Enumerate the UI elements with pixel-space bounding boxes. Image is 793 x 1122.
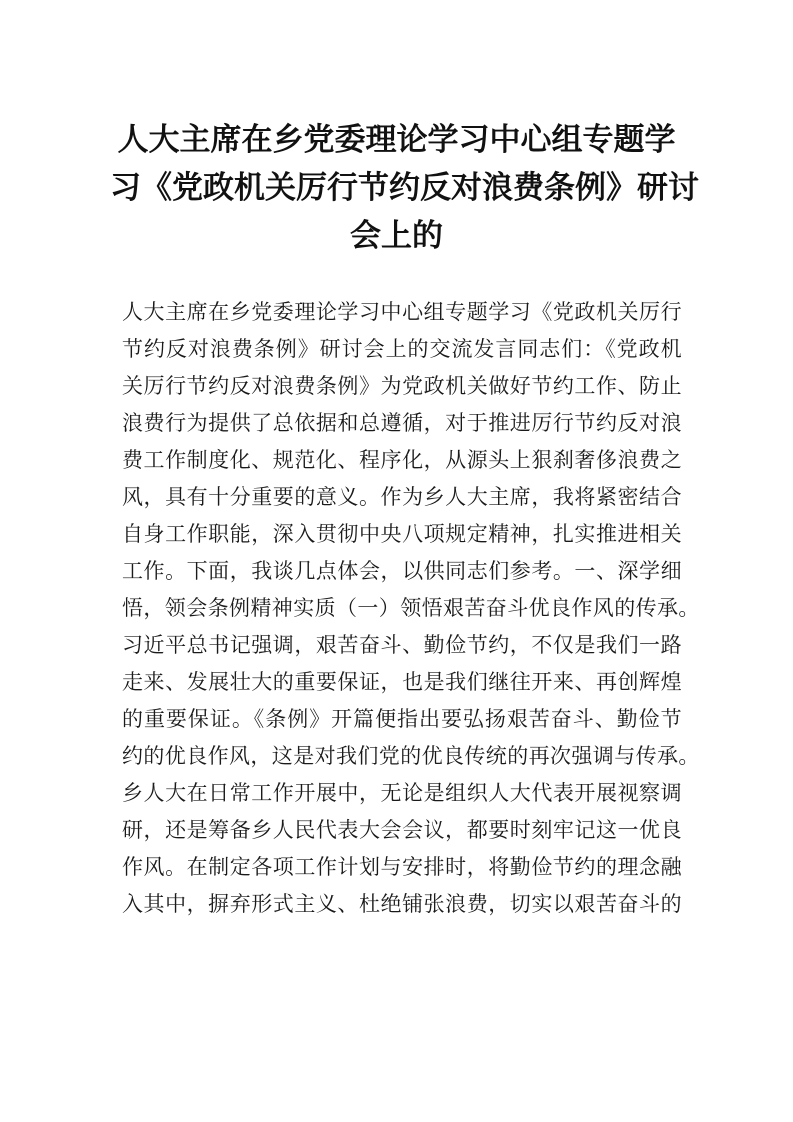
document-title xyxy=(110,116,699,260)
body-line: 人大主席在乡党委理论学习中心组专题学习《党政机关厉行 xyxy=(122,300,682,324)
body-paragraph xyxy=(122,294,700,923)
body-line: 走来、发展壮大的重要保证，也是我们继往开来、再创辉煌 xyxy=(122,670,682,694)
body-line: 乡人大在日常工作开展中，无论是组织人大代表开展视察调 xyxy=(122,781,682,805)
body-line: 约的优良作风，这是对我们党的优良传统的再次强调与传承。 xyxy=(122,744,700,768)
body-line: 自身工作职能，深入贯彻中央八项规定精神，扎实推进相关 xyxy=(122,522,682,546)
body-line: 关厉行节约反对浪费条例》为党政机关做好节约工作、防止 xyxy=(122,374,682,398)
body-line: 作风。在制定各项工作计划与安排时，将勤俭节约的理念融 xyxy=(122,855,682,879)
title-line-3: 会上的 xyxy=(350,218,443,254)
body-line: 风，具有十分重要的意义。作为乡人大主席，我将紧密结合 xyxy=(122,485,682,509)
title-line-1: 人大主席在乡党委理论学习中心组专题学 xyxy=(117,122,676,158)
body-line: 费工作制度化、规范化、程序化，从源头上狠刹奢侈浪费之 xyxy=(122,448,682,472)
title-line-2: 习《党政机关厉行节约反对浪费条例》研讨 xyxy=(110,170,699,206)
body-line: 入其中，摒弃形式主义、杜绝铺张浪费，切实以艰苦奋斗的 xyxy=(122,892,682,916)
body-line: 习近平总书记强调，艰苦奋斗、勤俭节约，不仅是我们一路 xyxy=(122,633,682,657)
body-line: 研，还是筹备乡人民代表大会会议，都要时刻牢记这一优良 xyxy=(122,818,682,842)
body-line: 悟，领会条例精神实质（一）领悟艰苦奋斗优良作风的传承。 xyxy=(122,596,700,620)
body-line: 节约反对浪费条例》研讨会上的交流发言同志们：《党政机 xyxy=(122,337,682,361)
body-line: 工作。下面，我谈几点体会，以供同志们参考。一、深学细 xyxy=(122,559,682,583)
body-line: 的重要保证。《条例》开篇便指出要弘扬艰苦奋斗、勤俭节 xyxy=(122,707,682,731)
body-line: 浪费行为提供了总依据和总遵循，对于推进厉行节约反对浪 xyxy=(122,411,682,435)
